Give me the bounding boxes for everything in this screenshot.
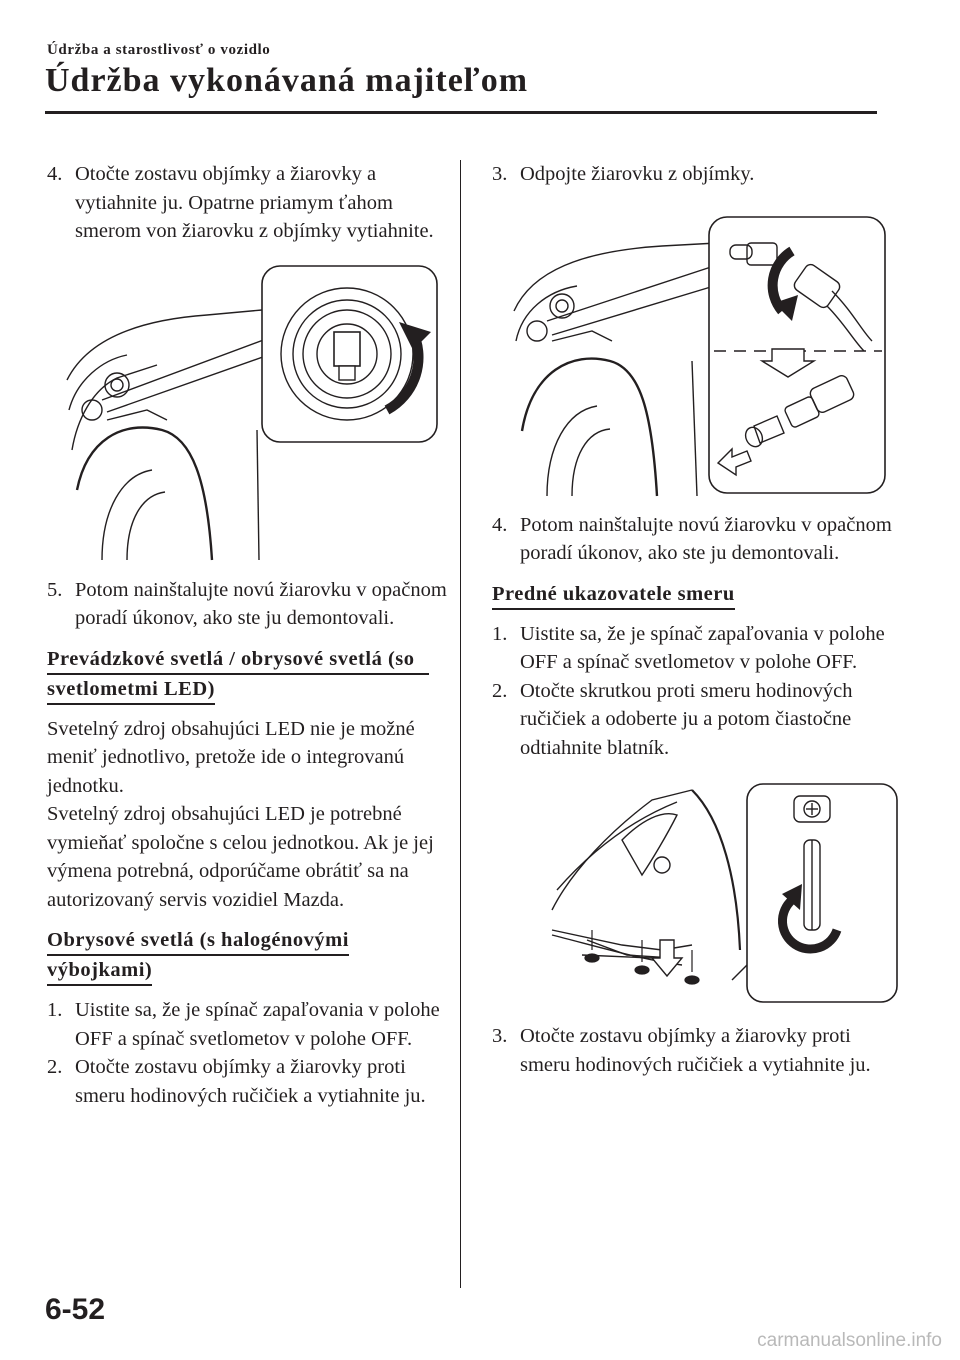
turn-step-3 [492, 1022, 892, 1079]
left-column [47, 160, 447, 1110]
drl-paragraph-1: Svetelný zdroj obsahujúci LED nie je možné meniť jednotlivo, pretože ide o integrovanú jednotku. [47, 717, 415, 797]
turn-step-2 [492, 677, 892, 763]
heading-line: výbojkami) [47, 956, 152, 986]
step-3-disconnect-bulb [492, 160, 892, 189]
figure-rotate-bulb-socket [47, 260, 447, 568]
heading-drl [47, 645, 447, 705]
right-column [492, 160, 892, 1079]
step-text: Otočte zostavu objímky a žiarovky proti smeru hodinových ručičiek a vytiahnite ju. [75, 1056, 426, 1107]
step-number: 2. [492, 679, 508, 702]
step-text: Uistite sa, že je spínač zapaľovania v polohe OFF a spínač svetlometov v polohe OFF. [520, 622, 885, 673]
step-text: Otočte zostavu objímky a žiarovky proti smeru hodinových ručičiek a vytiahnite ju. [520, 1025, 871, 1076]
step-number: 4. [492, 513, 508, 536]
step-number: 2. [47, 1056, 63, 1078]
step-text: Potom nainštalujte novú žiarovku v opačnom poradí úkonov, ako ste ju demontovali. [520, 513, 892, 564]
figure-disconnect-bulb [492, 211, 892, 501]
column-divider [460, 160, 461, 1288]
drl-paragraph-2: Svetelný zdroj obsahujúci LED je potrebné vymieňať spoločne s celou jednotkou. Ak je jej výmena potrebná, odporúčame obrátiť sa na autorizovaný servis vozidiel Mazda. [47, 803, 434, 911]
step-4-rotate-socket [47, 160, 447, 246]
watermark: carmanualsonline.info [757, 1330, 942, 1351]
title-rule [45, 111, 877, 114]
step-text: Odpojte žiarovku z objímky. [520, 163, 755, 185]
step-number: 1. [47, 999, 63, 1021]
halogen-step-1 [47, 996, 447, 1053]
step-text: Otočte skrutkou proti smeru hodinových ručičiek a odoberte ju a potom čiastočne odtiahnite blatník. [520, 679, 853, 759]
turn-step-1 [492, 620, 892, 677]
heading-line: svetlometmi LED) [47, 675, 215, 705]
heading-halogen [47, 926, 447, 986]
step-number: 3. [492, 1025, 508, 1047]
heading-line: Obrysové svetlá (s halogénovými [47, 926, 349, 956]
step-text: Potom nainštalujte novú žiarovku v opačnom poradí úkonov, ako ste ju demontovali. [75, 578, 447, 629]
page-number: 6-52 [45, 1293, 106, 1326]
heading-turn-signals [492, 580, 892, 610]
step-4-reinstall [492, 511, 892, 568]
step-number: 1. [492, 622, 508, 645]
heading-line: Predné ukazovatele smeru [492, 580, 735, 610]
step-text: Otočte zostavu objímky a žiarovky a vytiahnite ju. Opatrne priamym ťahom smerom von žiarovku z objímky vytiahnite. [75, 163, 434, 242]
step-number: 3. [492, 163, 508, 185]
chapter-title: Údržba vykonávaná majiteľom [45, 62, 529, 99]
step-number: 5. [47, 578, 63, 601]
figure-remove-screw-fender [502, 780, 902, 1010]
step-5-reinstall [47, 576, 447, 633]
halogen-step-2 [47, 1053, 447, 1110]
step-text: Uistite sa, že je spínač zapaľovania v polohe OFF a spínač svetlometov v polohe OFF. [75, 999, 440, 1050]
running-head: Údržba a starostlivosť o vozidlo [47, 42, 271, 58]
heading-line: Prevádzkové svetlá / obrysové svetlá (so [47, 645, 429, 675]
step-number: 4. [47, 163, 63, 185]
